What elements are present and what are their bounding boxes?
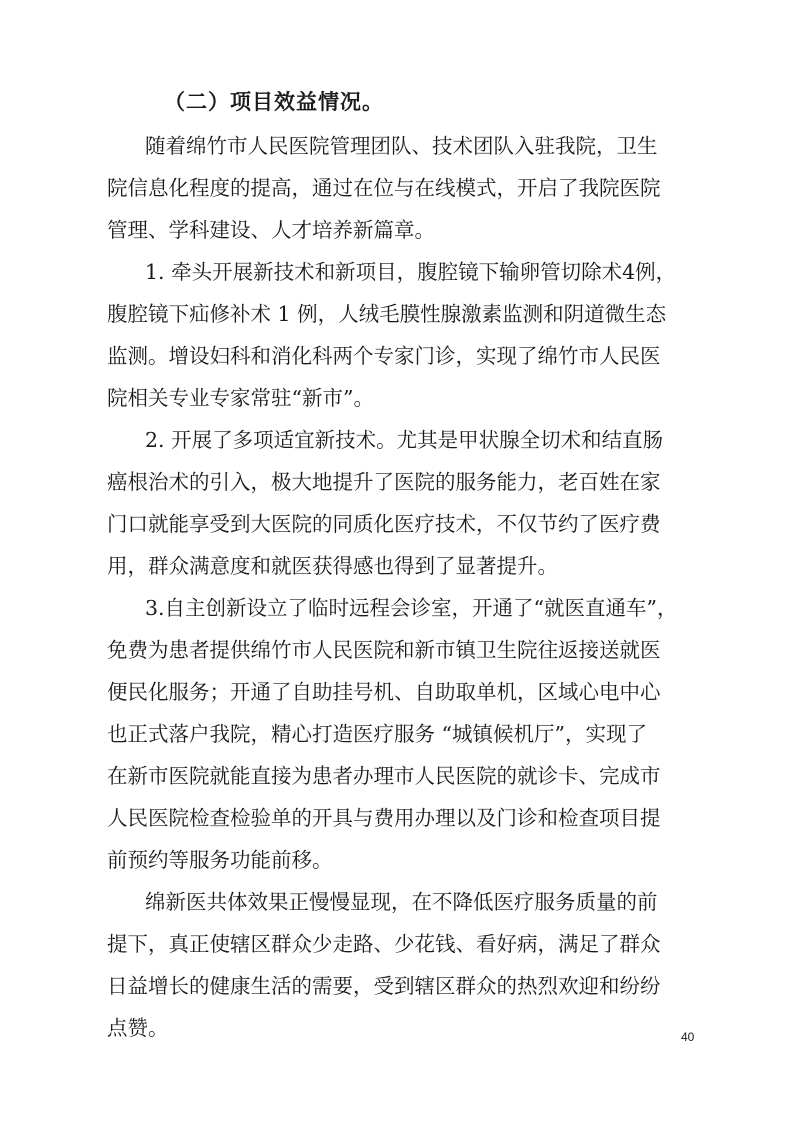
paragraph-4-line-6: 人民医院检查检验单的开具与费用办理以及门诊和检查项目提 (107, 806, 661, 830)
paragraph-5-line-3: 日益增长的健康生活的需要，受到辖区群众的热烈欢迎和纷纷 (107, 974, 661, 998)
paragraph-1-line-2: 院信息化程度的提高，通过在位与在线模式，开启了我院医院 (107, 176, 661, 200)
paragraph-5-line-1: 绵新医共体效果正慢慢显现，在不降低医疗服务质量的前 (145, 890, 658, 914)
section-heading: （二）项目效益情况。 (164, 89, 384, 114)
paragraph-1-line-1: 随着绵竹市人民医院管理团队、技术团队入驻我院，卫生 (145, 134, 658, 158)
paragraph-2-line-3: 监测。增设妇科和消化科两个专家门诊，实现了绵竹市人民医 (107, 344, 661, 368)
paragraph-5-line-4: 点赞。 (107, 1016, 169, 1040)
paragraph-4-line-5: 在新市医院就能直接为患者办理市人民医院的就诊卡、完成市 (107, 764, 661, 788)
paragraph-2-line-1: 1. 牵头开展新技术和新项目，腹腔镜下输卵管切除术4例， (145, 260, 677, 284)
paragraph-4-line-7: 前预约等服务功能前移。 (107, 848, 333, 872)
paragraph-3-line-1: 2. 开展了多项适宜新技术。尤其是甲状腺全切术和结直肠 (145, 428, 664, 452)
paragraph-1-line-3: 管理、学科建设、人才培养新篇章。 (107, 218, 435, 242)
paragraph-4-line-1: 3.自主创新设立了临时远程会诊室，开通了“就医直通车”， (145, 596, 678, 620)
paragraph-5-line-2: 提下，真正使辖区群众少走路、少花钱、看好病，满足了群众 (107, 932, 661, 956)
paragraph-4-line-4: 也正式落户我院，精心打造医疗服务 “城镇候机厅”，实现了 (107, 722, 647, 746)
paragraph-3-line-2: 癌根治术的引入，极大地提升了医院的服务能力，老百姓在家 (107, 470, 661, 494)
paragraph-3-line-4: 用，群众满意度和就医获得感也得到了显著提升。 (107, 554, 558, 578)
paragraph-4-line-2: 免费为患者提供绵竹市人民医院和新市镇卫生院往返接送就医 (107, 638, 661, 662)
page-number: 40 (681, 1030, 695, 1044)
paragraph-4-line-3: 便民化服务；开通了自助挂号机、自助取单机，区域心电中心 (107, 680, 661, 704)
paragraph-3-line-3: 门口就能享受到大医院的同质化医疗技术，不仅节约了医疗费 (107, 512, 661, 536)
paragraph-2-line-2: 腹腔镜下疝修补术 1 例，人绒毛膜性腺激素监测和阴道微生态 (107, 302, 667, 326)
paragraph-2-line-4: 院相关专业专家常驻“新市”。 (107, 386, 374, 410)
